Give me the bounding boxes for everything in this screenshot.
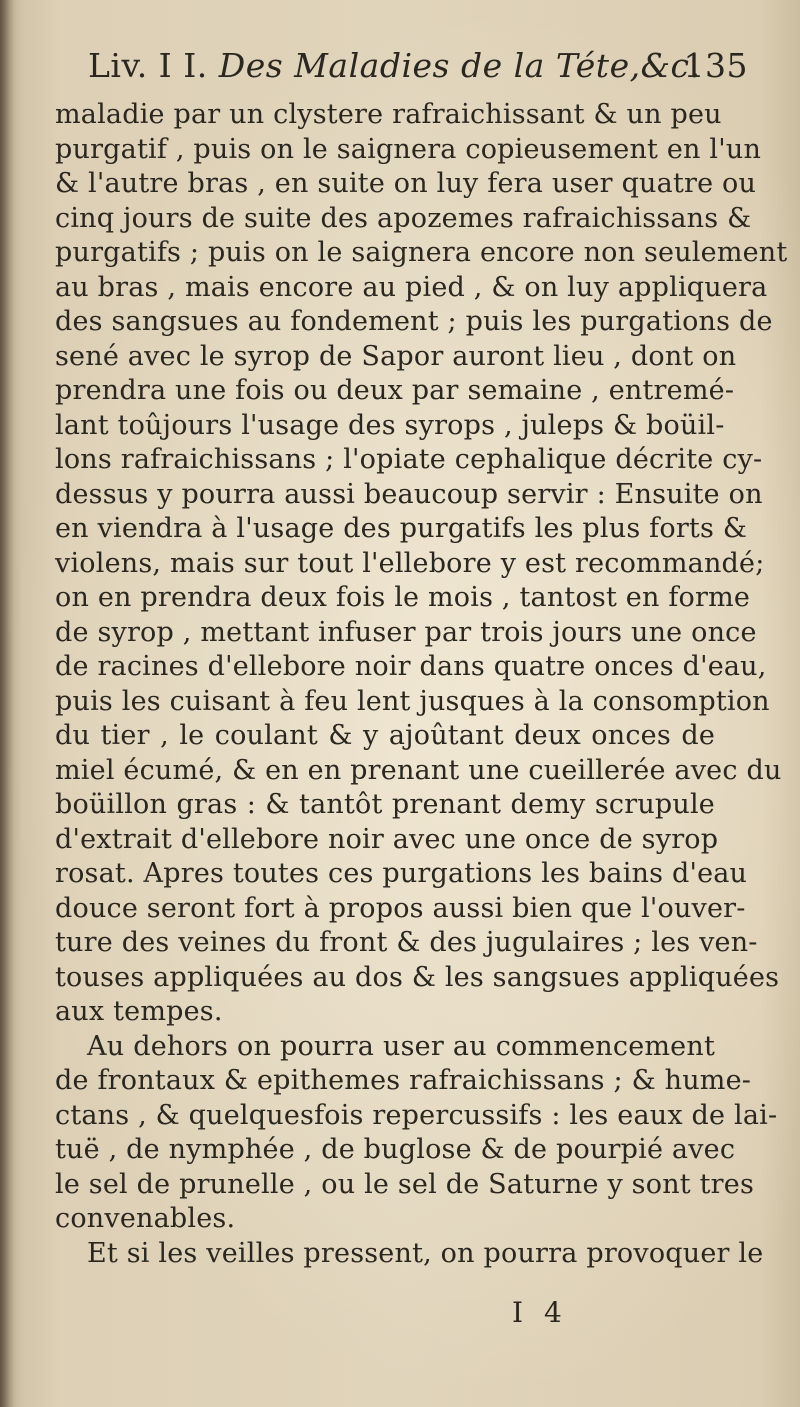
text-line: prendra une fois ou deux par semaine , entremé- bbox=[55, 375, 735, 406]
text-line: ture des veines du front & des jugulaires ; les ven- bbox=[55, 927, 758, 958]
text-line: rosat. Apres toutes ces purgations les bains d'eau bbox=[55, 858, 748, 889]
text-line: on en prendra deux fois le mois , tantost en forme bbox=[55, 582, 751, 613]
book-number: Liv. I I. bbox=[88, 46, 208, 85]
text-line: touses appliquées au dos & les sangsues appliquées bbox=[55, 961, 780, 993]
text-line: dessus y pourra aussi beaucoup servir : Ensuite on bbox=[55, 478, 763, 510]
running-title: Des Maladies de la Téte,&c. bbox=[218, 46, 701, 85]
text-line: violens, mais sur tout l'ellebore y est recommandé; bbox=[55, 547, 765, 579]
text-line: lons rafraichissans ; l'opiate cephalique décrite cy- bbox=[55, 444, 763, 475]
text-line: purgatifs ; puis on le saignera encore non seulement bbox=[55, 237, 788, 268]
text-line: tuë , de nymphée , de buglose & de pourpié avec bbox=[55, 1134, 736, 1165]
body-text bbox=[55, 98, 788, 1271]
text-line: aux tempes. bbox=[55, 996, 223, 1027]
text-line: du tier , le coulant & y ajoûtant deux onces de bbox=[55, 720, 715, 751]
signature-mark: I 4 bbox=[512, 1296, 568, 1329]
text-line: de syrop , mettant infuser par trois jours une once bbox=[55, 616, 757, 648]
text-line: & l'autre bras , en suite on luy fera user quatre ou bbox=[55, 168, 757, 199]
text-line: purgatif , puis on le saignera copieusement en l'un bbox=[55, 133, 762, 165]
text-line: douce seront fort à propos aussi bien que l'ouver- bbox=[55, 892, 746, 924]
text-line: lant toûjours l'usage des syrops , juleps & boüil- bbox=[55, 409, 725, 441]
text-line: cinq jours de suite des apozemes rafraichissans & bbox=[55, 202, 752, 234]
text-line: le sel de prunelle , ou le sel de Saturne y sont tres bbox=[55, 1168, 755, 1200]
text-line: maladie par un clystere rafraichissant & un peu bbox=[55, 99, 722, 130]
text-line: sené avec le syrop de Sapor auront lieu , dont on bbox=[55, 340, 737, 372]
text-line: miel écumé, & en en prenant une cueillerée avec du bbox=[55, 754, 782, 786]
text-line: au bras , mais encore au pied , & on luy appliquera bbox=[55, 271, 768, 303]
text-line: boüillon gras : & tantôt prenant demy scrupule bbox=[55, 789, 715, 820]
text-line: de frontaux & epithemes rafraichissans ; & hume- bbox=[55, 1065, 752, 1096]
text-line: des sangsues au fondement ; puis les purgations de bbox=[55, 306, 773, 337]
text-line: Et si les veilles pressent, on pourra provoquer le bbox=[87, 1237, 764, 1269]
text-line: de racines d'ellebore noir dans quatre onces d'eau, bbox=[55, 651, 767, 682]
text-line: Au dehors on pourra user au commencement bbox=[87, 1030, 715, 1062]
page-number: 135 bbox=[683, 46, 748, 85]
text-line: puis les cuisant à feu lent jusques à la consomption bbox=[55, 685, 770, 717]
text-line: convenables. bbox=[55, 1203, 236, 1234]
running-header bbox=[88, 46, 748, 96]
text-line: d'extrait d'ellebore noir avec une once de syrop bbox=[55, 823, 719, 855]
text-line: ctans , & quelquesfois repercussifs : les eaux de lai- bbox=[55, 1099, 778, 1131]
text-line: en viendra à l'usage des purgatifs les plus forts & bbox=[55, 513, 748, 544]
